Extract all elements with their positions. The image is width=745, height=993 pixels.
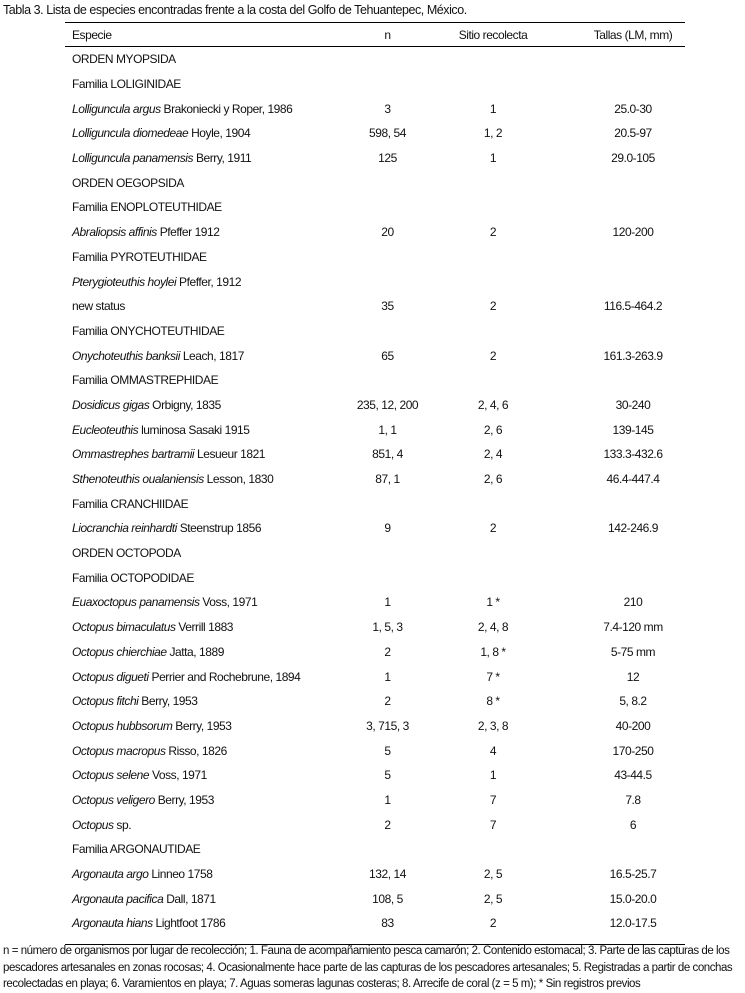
tallas-cell: 6 xyxy=(629,817,637,832)
species-cell xyxy=(65,793,355,807)
sitio-cell: 7 * xyxy=(486,669,500,684)
n-cell: 851, 4 xyxy=(372,447,403,462)
table-row xyxy=(65,96,685,121)
species-cell xyxy=(65,299,355,313)
group-row xyxy=(65,170,685,195)
species-name: Argonauta argo xyxy=(72,867,149,882)
species-author: Pfeffer 1912 xyxy=(156,225,220,240)
row-label: Familia ARGONAUTIDAE xyxy=(72,842,201,857)
species-name: Lolliguncula argus xyxy=(72,101,161,116)
group-row xyxy=(65,541,685,566)
group-row xyxy=(65,565,685,590)
row-label: Familia ONYCHOTEUTHIDAE xyxy=(72,323,225,338)
species-cell xyxy=(65,447,355,461)
table-caption: Tabla 3. Lista de especies encontradas frente a la costa del Golfo de Tehuantepec, México. xyxy=(3,3,467,17)
species-cell xyxy=(65,200,355,214)
n-cell: 83 xyxy=(381,916,394,931)
n-cell: 1, 1 xyxy=(378,422,397,437)
table-row xyxy=(65,146,685,171)
species-cell xyxy=(65,324,355,338)
species-name: Octopus veligero xyxy=(72,792,155,807)
table-row xyxy=(65,862,685,887)
species-author: Orbigny, 1835 xyxy=(149,397,221,412)
table-row xyxy=(65,738,685,763)
row-label: Familia OCTOPODIDAE xyxy=(72,570,194,585)
n-cell: 65 xyxy=(381,348,394,363)
species-cell xyxy=(65,694,355,708)
species-author: Perrier and Rochebrune, 1894 xyxy=(148,669,301,684)
sitio-cell: 1, 8 * xyxy=(480,644,506,659)
group-row xyxy=(65,72,685,97)
sitio-cell: 4 xyxy=(489,743,497,758)
species-cell xyxy=(65,373,355,387)
species-cell xyxy=(65,52,355,66)
row-label: ORDEN OEGOPSIDA xyxy=(72,175,184,190)
n-cell: 108, 5 xyxy=(372,891,403,906)
tallas-cell: 43-44.5 xyxy=(614,768,652,783)
table-row xyxy=(65,886,685,911)
tallas-cell: 25.0-30 xyxy=(614,101,652,116)
species-author: Jatta, 1889 xyxy=(166,644,224,659)
table-row xyxy=(65,763,685,788)
species-author: Dall, 1871 xyxy=(163,891,216,906)
tallas-cell: 210 xyxy=(623,595,643,610)
species-name: Octopus fitchi xyxy=(72,694,139,709)
row-label: Familia ENOPLOTEUTHIDAE xyxy=(72,200,222,215)
table-body xyxy=(65,47,685,936)
species-cell xyxy=(65,645,355,659)
row-label: Familia LOLIGINIDAE xyxy=(72,77,181,92)
sitio-cell: 2, 4 xyxy=(483,447,503,462)
species-author: Hoyle, 1904 xyxy=(188,126,251,141)
species-name: Octopus digueti xyxy=(72,669,149,684)
tallas-cell: 120-200 xyxy=(612,225,654,240)
species-author: Voss, 1971 xyxy=(199,595,258,610)
species-name: Dosidicus gigas xyxy=(72,397,150,412)
species-cell xyxy=(65,126,355,140)
n-cell: 235, 12, 200 xyxy=(356,397,419,412)
species-cell xyxy=(65,250,355,264)
sitio-cell: 2, 4, 8 xyxy=(477,620,509,635)
species-author: Steenstrup 1856 xyxy=(176,521,262,536)
species-cell xyxy=(65,521,355,535)
table-row xyxy=(65,442,685,467)
table-row xyxy=(65,714,685,739)
species-name: Liocranchia reinhardti xyxy=(72,521,177,536)
sitio-cell: 1 xyxy=(489,101,497,116)
n-cell: 1, 5, 3 xyxy=(372,620,403,635)
species-cell xyxy=(65,225,355,239)
n-cell: 1 xyxy=(384,595,391,610)
table-row xyxy=(65,516,685,541)
tallas-cell: 12 xyxy=(626,669,640,684)
species-author: Lesueur 1821 xyxy=(194,447,266,462)
species-name: Lolliguncula panamensis xyxy=(72,151,194,166)
sitio-cell: 2, 6 xyxy=(483,422,503,437)
species-author: Verrill 1883 xyxy=(175,620,234,635)
species-cell xyxy=(65,867,355,881)
species-cell xyxy=(65,546,355,560)
species-author: Berry, 1953 xyxy=(154,792,214,807)
table-row xyxy=(65,294,685,319)
n-cell: 3 xyxy=(384,101,391,116)
species-cell xyxy=(65,595,355,609)
tallas-cell: 29.0-105 xyxy=(611,151,655,166)
row-label: ORDEN OCTOPODA xyxy=(72,546,181,561)
species-author: Lesson, 1830 xyxy=(203,472,274,487)
group-row xyxy=(65,368,685,393)
species-cell xyxy=(65,916,355,930)
species-cell xyxy=(65,842,355,856)
n-cell: 35 xyxy=(381,299,394,314)
species-name: Octopus hubbsorum xyxy=(72,718,173,733)
species-cell xyxy=(65,768,355,782)
species-cell xyxy=(65,818,355,832)
row-label: Familia OMMASTREPHIDAE xyxy=(72,373,219,388)
table-row xyxy=(65,269,685,294)
species-author: Brakoniecki y Roper, 1986 xyxy=(160,101,293,116)
group-row xyxy=(65,837,685,862)
species-cell xyxy=(65,497,355,511)
species-author: luminosa Sasaki 1915 xyxy=(138,422,250,437)
tallas-cell: 15.0-20.0 xyxy=(609,891,657,906)
table-row xyxy=(65,689,685,714)
group-row xyxy=(65,195,685,220)
tallas-cell: 46.4-447.4 xyxy=(606,472,660,487)
sitio-cell: 2 xyxy=(489,348,497,363)
n-cell: 2 xyxy=(384,644,391,659)
species-name: Octopus chierchiae xyxy=(72,644,167,659)
tallas-cell: 30-240 xyxy=(615,397,651,412)
tallas-cell: 12.0-17.5 xyxy=(609,916,657,931)
sitio-cell: 1 xyxy=(489,151,497,166)
n-cell: 2 xyxy=(384,694,391,709)
tallas-cell: 142-246.9 xyxy=(608,521,658,536)
tallas-cell: 40-200 xyxy=(615,718,651,733)
table-header xyxy=(65,22,685,47)
table-row xyxy=(65,467,685,492)
row-label: Familia PYROTEUTHIDAE xyxy=(72,249,207,264)
header-n: n xyxy=(384,27,391,42)
species-author: Pfeffer, 1912 xyxy=(176,274,242,289)
group-row xyxy=(65,47,685,72)
species-author: Leach, 1817 xyxy=(179,348,244,363)
species-name: Argonauta hians xyxy=(72,916,153,931)
n-cell: 5 xyxy=(384,743,391,758)
tallas-cell: 133.3-432.6 xyxy=(603,447,663,462)
tallas-cell: 7.8 xyxy=(625,792,641,807)
table-row xyxy=(65,590,685,615)
row-label: Familia CRANCHIIDAE xyxy=(72,496,189,511)
n-cell: 125 xyxy=(378,151,397,166)
sitio-cell: 2, 6 xyxy=(483,472,503,487)
sitio-cell: 2 xyxy=(489,916,497,931)
tallas-cell: 161.3-263.9 xyxy=(603,348,663,363)
species-name: Pterygioteuthis hoylei xyxy=(72,274,177,289)
n-cell: 3, 715, 3 xyxy=(366,718,409,733)
row-label: new status xyxy=(72,299,125,314)
species-cell xyxy=(65,77,355,91)
species-cell xyxy=(65,275,355,289)
species-name: Onychoteuthis banksii xyxy=(72,348,180,363)
species-cell xyxy=(65,719,355,733)
header-sitio: Sitio recolecta xyxy=(458,27,528,42)
n-cell: 5 xyxy=(384,768,391,783)
species-cell xyxy=(65,349,355,363)
header-tallas: Tallas (LM, mm) xyxy=(593,27,673,42)
table-row xyxy=(65,417,685,442)
table-row xyxy=(65,640,685,665)
species-cell xyxy=(65,892,355,906)
row-label: ORDEN MYOPSIDA xyxy=(72,52,176,67)
n-cell: 1 xyxy=(384,669,391,684)
species-cell xyxy=(65,472,355,486)
species-author: Berry, 1911 xyxy=(193,151,252,166)
species-author: sp. xyxy=(113,817,132,832)
sitio-cell: 1, 2 xyxy=(483,126,503,141)
species-name: Eucleoteuthis xyxy=(72,422,139,437)
species-name: Argonauta pacifica xyxy=(72,891,164,906)
n-cell: 87, 1 xyxy=(375,472,400,487)
table-row xyxy=(65,121,685,146)
n-cell: 132, 14 xyxy=(369,867,406,882)
header-especie: Especie xyxy=(72,27,112,42)
tallas-cell: 170-250 xyxy=(612,743,654,758)
table-row xyxy=(65,812,685,837)
species-author: Berry, 1953 xyxy=(138,694,198,709)
tallas-cell: 5-75 mm xyxy=(610,644,656,659)
species-name: Abraliopsis affinis xyxy=(72,225,157,240)
group-row xyxy=(65,319,685,344)
sitio-cell: 2 xyxy=(489,299,497,314)
n-cell: 20 xyxy=(381,225,394,240)
sitio-cell: 7 xyxy=(489,792,497,807)
species-name: Octopus bimaculatus xyxy=(72,620,176,635)
table-row xyxy=(65,911,685,936)
tallas-cell: 16.5-25.7 xyxy=(609,867,657,882)
species-author: Linneo 1758 xyxy=(148,867,213,882)
tallas-cell: 116.5-464.2 xyxy=(603,299,663,314)
sitio-cell: 2 xyxy=(489,521,497,536)
species-name: Lolliguncula diomedeae xyxy=(72,126,189,141)
sitio-cell: 7 xyxy=(489,817,497,832)
tallas-cell: 20.5-97 xyxy=(614,126,652,141)
species-cell xyxy=(65,151,355,165)
sitio-cell: 2, 5 xyxy=(483,867,503,882)
sitio-cell: 1 * xyxy=(486,595,500,610)
species-author: Risso, 1826 xyxy=(165,743,227,758)
species-name: Octopus xyxy=(72,817,114,832)
sitio-cell: 8 * xyxy=(486,694,500,709)
group-row xyxy=(65,491,685,516)
table-row xyxy=(65,343,685,368)
n-cell: 598, 54 xyxy=(369,126,406,141)
species-author: Berry, 1953 xyxy=(172,718,232,733)
species-name: Octopus macropus xyxy=(72,743,166,758)
species-name: Euaxoctopus panamensis xyxy=(72,595,200,610)
tallas-cell: 139-145 xyxy=(612,422,654,437)
species-cell xyxy=(65,744,355,758)
sitio-cell: 1 xyxy=(489,768,497,783)
sitio-cell: 2 xyxy=(489,225,497,240)
species-name: Octopus selene xyxy=(72,768,150,783)
table-footnote: n = número de organismos por lugar de recolección; 1. Fauna de acompañamiento pesca camarón; 2. Contenido estomacal; 3. Parte de las capturas de los pescadores artesanales en zonas rocosas; 4. Ocasionalmente hace parte de las capturas de los pescadores artesanales; 5. Registradas a partir de conchas recolectadas en playa; 6. Varamientos en playa; 7. Aguas someras lagunas costeras; 8. Arrecife de coral (z = 5 m); * Sin registros previos xyxy=(3,945,733,990)
n-cell: 9 xyxy=(384,521,391,536)
sitio-cell: 2, 3, 8 xyxy=(477,718,509,733)
species-name: Sthenoteuthis oualaniensis xyxy=(72,472,204,487)
species-cell xyxy=(65,176,355,190)
tallas-cell: 5, 8.2 xyxy=(619,694,647,709)
species-cell xyxy=(65,620,355,634)
species-cell xyxy=(65,670,355,684)
species-table xyxy=(65,22,685,945)
sitio-cell: 2, 5 xyxy=(483,891,503,906)
table-row xyxy=(65,615,685,640)
species-cell xyxy=(65,102,355,116)
n-cell: 2 xyxy=(384,817,391,832)
species-cell xyxy=(65,423,355,437)
table-row xyxy=(65,788,685,813)
species-name: Ommastrephes bartramii xyxy=(72,447,195,462)
table-row xyxy=(65,220,685,245)
species-author: Lightfoot 1786 xyxy=(152,916,226,931)
species-cell xyxy=(65,398,355,412)
table-row xyxy=(65,664,685,689)
group-row xyxy=(65,245,685,270)
n-cell: 1 xyxy=(384,792,391,807)
tallas-cell: 7.4-120 mm xyxy=(603,620,663,635)
sitio-cell: 2, 4, 6 xyxy=(477,397,509,412)
species-author: Voss, 1971 xyxy=(149,768,207,783)
table-row xyxy=(65,393,685,418)
species-cell xyxy=(65,571,355,585)
